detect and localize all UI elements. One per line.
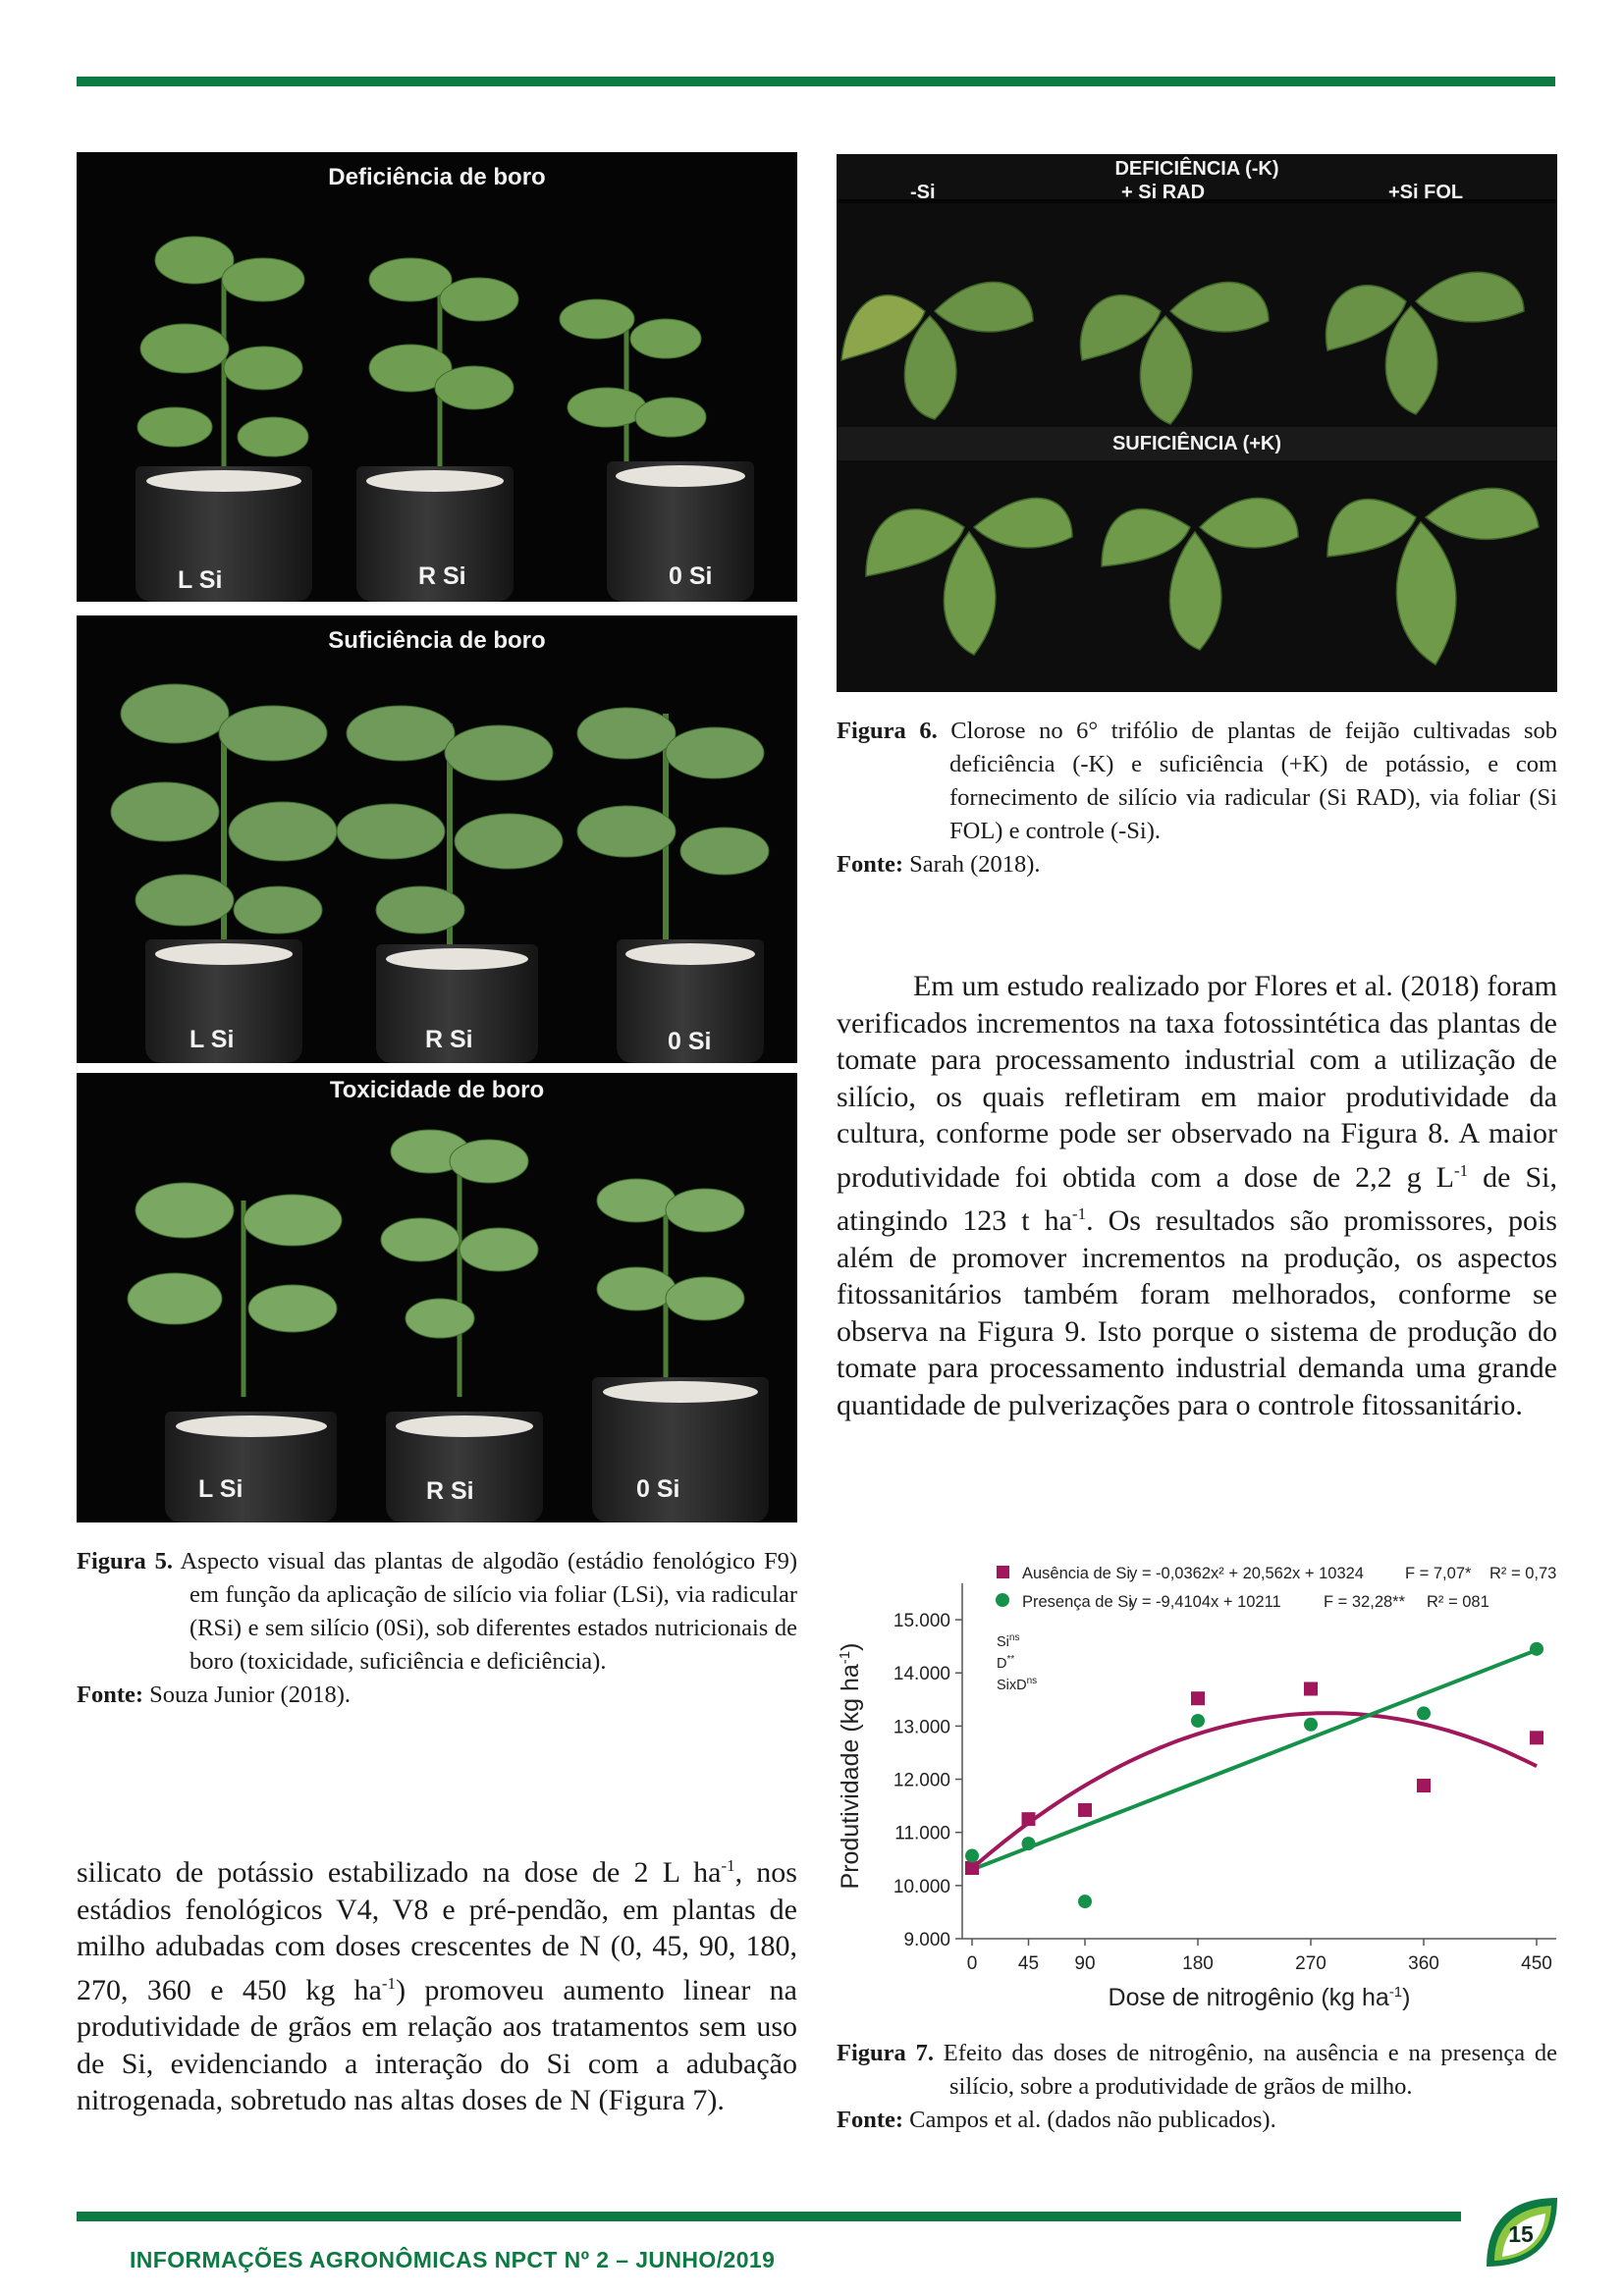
- panel-label: 0 Si: [668, 1028, 712, 1055]
- figure5-panel-deficiency: [77, 152, 797, 602]
- panel-title: Deficiência de boro: [328, 164, 546, 190]
- stats-label: $Si^{ns}$: [997, 1632, 1020, 1650]
- paragraph-text: silicato de potássio estabilizado na dose de 2 L ha: [77, 1856, 722, 1889]
- data-point-presence: [1417, 1706, 1431, 1720]
- data-point-absence: [1191, 1691, 1205, 1705]
- legend-equation: y = -9,4104x + 10211: [1129, 1593, 1281, 1611]
- x-axis-title: Dose de nitrogênio (kg $ha^{-1}$): [1108, 1984, 1411, 2011]
- data-point-presence: [1530, 1642, 1543, 1656]
- figure6-col-label: + Si RAD: [1121, 182, 1206, 203]
- x-tick-label: 360: [1408, 1953, 1439, 1974]
- legend-f-stat: F = 32,28**: [1324, 1593, 1406, 1611]
- caption-text: Clorose no 6° trifólio de plantas de feijão cultivadas sob deficiência (-K) e suficiência (+K) de potássio, e com fornecimento de silício via radicular (Si RAD), via foliar (Si FOL) e controle (-Si).: [949, 718, 1557, 844]
- superscript: -1: [721, 1856, 735, 1875]
- superscript: -1: [1071, 1204, 1087, 1223]
- panel-label: R Si: [425, 1026, 473, 1053]
- page-number: 15: [1508, 2221, 1534, 2247]
- caption-label: Figura 7.: [837, 2040, 934, 2066]
- paragraph-text: . Os resultados são promissores, pois além de promover incrementos na produção, os aspectos fitossanitários também foram melhorados, conforme se observa na Figura 9. Isto porque o sistema de produção do tomate para processamento industrial demanda uma grande quantidade de pulverizações para o controle fitossanitário.: [837, 1204, 1557, 1421]
- figure7-caption: [837, 2037, 1557, 2137]
- pot: [386, 1412, 543, 1522]
- data-point-absence: [1417, 1779, 1431, 1792]
- x-tick-label: 180: [1182, 1953, 1214, 1974]
- y-tick-label: 9.000: [903, 1930, 950, 1950]
- footer-rule: [77, 2212, 1461, 2221]
- figure6-col-label: -Si: [910, 182, 936, 203]
- panel-title: Toxicidade de boro: [329, 1077, 545, 1103]
- source-label: Fonte:: [837, 851, 904, 878]
- chart-axes: [837, 1583, 1556, 2011]
- superscript: -1: [1453, 1160, 1469, 1180]
- paragraph-text: Em um estudo realizado por Flores et al. (2018) foram verificados incrementos na taxa fotossintética das plantas de tomate para processamento industrial com a utilização de silício, os quais refletiram em maior produtividade da cultura, conforme pode ser observado na Figura 8. A maior produtividade foi obtida com a dose de 2,2 g L: [837, 970, 1557, 1194]
- figure6-header-bottom: SUFICIÊNCIA (+K): [1111, 433, 1282, 454]
- page-number-badge: [1481, 2192, 1561, 2272]
- figure6-photo: [837, 154, 1557, 692]
- right-column-text: [837, 968, 1557, 1423]
- chart-series: [965, 1642, 1543, 1908]
- figure5-panel-toxicity: [77, 1073, 797, 1522]
- figure7-chart: [830, 1546, 1568, 2032]
- data-point-presence: [965, 1849, 979, 1863]
- data-point-presence: [1022, 1837, 1036, 1850]
- figure5-caption: [77, 1545, 797, 1712]
- data-point-absence: [1078, 1803, 1092, 1817]
- panel-label: 0 Si: [636, 1475, 680, 1503]
- data-point-absence: [1530, 1731, 1543, 1744]
- source-text: Souza Junior (2018).: [149, 1682, 351, 1708]
- x-tick-label: 450: [1521, 1953, 1552, 1974]
- top-rule: [77, 77, 1555, 86]
- panel-label: L Si: [189, 1026, 235, 1053]
- legend-r2: R² = 081: [1427, 1593, 1489, 1611]
- caption-text: Aspecto visual das plantas de algodão (estádio fenológico F9) em função da aplicação de silício via foliar (LSi), via radicular (RSi) e sem silício (0Si), sob diferentes estados nutricionais de boro (toxicidade, suficiência e deficiência).: [180, 1548, 797, 1675]
- fit-curve-absence: [972, 1713, 1537, 1868]
- caption-text: Efeito das doses de nitrogênio, na ausência e na presença de silício, sobre a produtividade de grãos de milho.: [943, 2040, 1557, 2100]
- paragraph-text: ) promoveu aumento linear na produtividade de grãos em relação aos tratamentos sem uso de Si, evidenciando a interação do Si com a adubação nitrogenada, sobretudo nas altas doses de N (Figura 7).: [77, 1973, 797, 2116]
- panel-label: R Si: [426, 1477, 474, 1505]
- figure5-panel-sufficiency: [77, 615, 797, 1063]
- source-label: Fonte:: [837, 2107, 904, 2133]
- data-point-absence: [1022, 1812, 1036, 1826]
- x-tick-label: 90: [1074, 1953, 1096, 1974]
- figure6-header-top: DEFICIÊNCIA (-K): [1114, 158, 1279, 180]
- legend-f-stat: F = 7,07*: [1405, 1565, 1472, 1582]
- left-column-text: [77, 1847, 797, 2119]
- panel-label: L Si: [178, 566, 223, 594]
- data-point-absence: [965, 1861, 979, 1875]
- data-point-presence: [1078, 1895, 1092, 1908]
- caption-label: Figura 6.: [837, 718, 938, 744]
- legend-marker: [996, 1593, 1009, 1607]
- paragraph-text: de Si, atingindo 123 t ha: [837, 1160, 1557, 1237]
- data-point-presence: [1191, 1714, 1205, 1728]
- panel-label: L Si: [198, 1475, 244, 1503]
- y-tick-label: 11.000: [894, 1823, 950, 1844]
- legend-series-name: Ausência de Si: [1022, 1565, 1131, 1582]
- y-tick-label: 14.000: [893, 1664, 950, 1685]
- pot: [592, 1377, 769, 1522]
- stats-label: SixD$^{ns}$: [997, 1676, 1038, 1693]
- legend-series-name: Presença de Si: [1022, 1593, 1132, 1611]
- y-tick-label: 15.000: [893, 1611, 950, 1632]
- footer-title: INFORMAÇÕES AGRONÔMICAS NPCT Nº 2 – JUNHO/2019: [130, 2247, 776, 2272]
- figure6-col-label: +Si FOL: [1388, 182, 1464, 203]
- y-tick-label: 13.000: [893, 1717, 950, 1738]
- stats-label: D**: [997, 1654, 1015, 1672]
- superscript: -1: [381, 1973, 397, 1993]
- paragraph-text: , nos estádios fenológicos V4, V8 e pré-pendão, em plantas de milho adubadas com doses crescentes de N (0, 45, 90, 180, 270, 360 e 450 kg ha: [77, 1856, 797, 2006]
- data-point-absence: [1304, 1682, 1318, 1695]
- x-tick-label: 0: [966, 1953, 978, 1974]
- pot: [165, 1412, 337, 1522]
- caption-label: Figura 5.: [77, 1548, 173, 1575]
- y-tick-label: 12.000: [893, 1770, 950, 1791]
- panel-label: R Si: [418, 562, 466, 590]
- panel-title: Suficiência de boro: [328, 627, 546, 654]
- source-label: Fonte:: [77, 1682, 144, 1708]
- y-axis-title: Produtividade (kg $ha^{-1}$): [837, 1642, 864, 1890]
- legend-r2: R² = 0,73: [1489, 1565, 1557, 1582]
- legend-equation: y = -0,0362x² + 20,562x + 10324: [1129, 1565, 1364, 1582]
- source-text: Sarah (2018).: [909, 851, 1041, 878]
- figure6-caption: [837, 715, 1557, 881]
- fit-line-presence: [972, 1650, 1537, 1870]
- data-point-presence: [1304, 1718, 1318, 1732]
- source-text: Campos et al. (dados não publicados).: [909, 2107, 1276, 2133]
- y-tick-label: 10.000: [893, 1876, 950, 1897]
- legend-marker: [997, 1566, 1009, 1578]
- panel-label: 0 Si: [669, 562, 713, 590]
- x-tick-label: 45: [1017, 1953, 1040, 1974]
- x-tick-label: 270: [1295, 1953, 1326, 1974]
- pot: [135, 466, 312, 602]
